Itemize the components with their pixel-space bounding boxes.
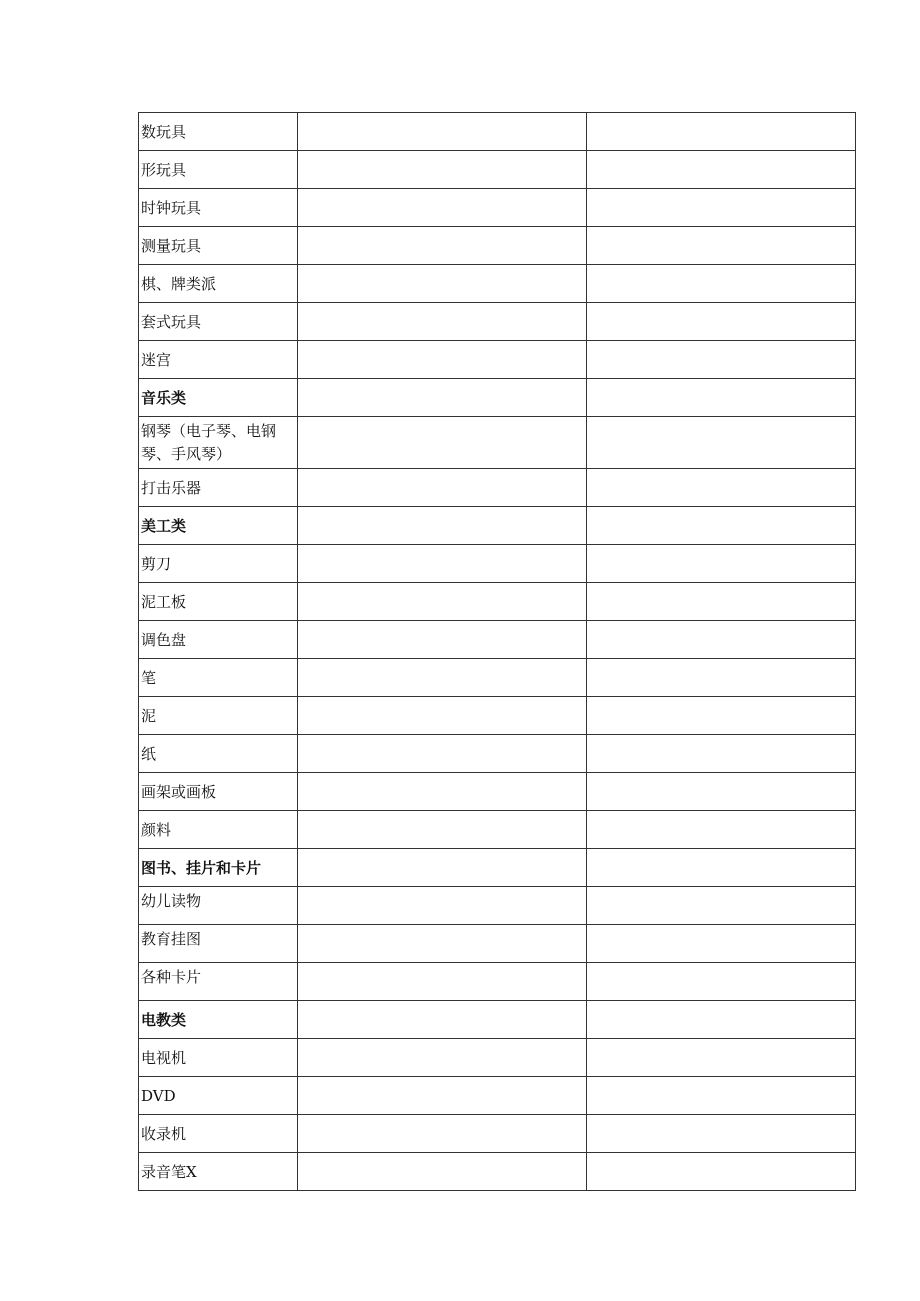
- item-label: 剪刀: [139, 545, 298, 583]
- blank-cell: [587, 113, 856, 151]
- equipment-table-body: [139, 113, 856, 1191]
- item-label: 幼儿读物: [139, 887, 298, 925]
- blank-cell: [298, 811, 587, 849]
- blank-cell: [587, 811, 856, 849]
- blank-cell: [587, 697, 856, 735]
- blank-cell: [587, 887, 856, 925]
- blank-cell: [587, 1115, 856, 1153]
- item-row: [139, 113, 856, 151]
- item-label: 录音笔X: [139, 1153, 298, 1191]
- blank-cell: [587, 1039, 856, 1077]
- blank-cell: [298, 621, 587, 659]
- blank-cell: [298, 189, 587, 227]
- blank-cell: [298, 227, 587, 265]
- item-row: [139, 189, 856, 227]
- blank-cell: [298, 773, 587, 811]
- item-label: 泥工板: [139, 583, 298, 621]
- item-row: [139, 1077, 856, 1115]
- item-row: [139, 1039, 856, 1077]
- item-row: [139, 341, 856, 379]
- blank-cell: [587, 925, 856, 963]
- item-label: 钢琴（电子琴、电钢琴、手风琴）: [139, 417, 298, 469]
- item-row: [139, 265, 856, 303]
- item-row: [139, 963, 856, 1001]
- item-label: 迷宫: [139, 341, 298, 379]
- item-row: [139, 303, 856, 341]
- blank-cell: [587, 1077, 856, 1115]
- blank-cell: [587, 189, 856, 227]
- item-row: [139, 697, 856, 735]
- blank-cell: [298, 417, 587, 469]
- blank-cell: [587, 659, 856, 697]
- item-label: 时钟玩具: [139, 189, 298, 227]
- item-label: 套式玩具: [139, 303, 298, 341]
- blank-cell: [587, 583, 856, 621]
- item-label: 笔: [139, 659, 298, 697]
- item-row: [139, 887, 856, 925]
- blank-cell: [587, 469, 856, 507]
- blank-cell: [587, 1001, 856, 1039]
- blank-cell: [298, 1153, 587, 1191]
- item-label: 电视机: [139, 1039, 298, 1077]
- item-row: [139, 151, 856, 189]
- category-row: [139, 507, 856, 545]
- blank-cell: [587, 303, 856, 341]
- item-label: 画架或画板: [139, 773, 298, 811]
- blank-cell: [298, 265, 587, 303]
- blank-cell: [298, 341, 587, 379]
- item-label: 教育挂图: [139, 925, 298, 963]
- blank-cell: [298, 1039, 587, 1077]
- blank-cell: [587, 1153, 856, 1191]
- category-row: [139, 849, 856, 887]
- blank-cell: [587, 227, 856, 265]
- item-row: [139, 417, 856, 469]
- item-row: [139, 583, 856, 621]
- blank-cell: [587, 265, 856, 303]
- item-label: 数玩具: [139, 113, 298, 151]
- blank-cell: [298, 113, 587, 151]
- item-row: [139, 925, 856, 963]
- blank-cell: [298, 507, 587, 545]
- blank-cell: [298, 1001, 587, 1039]
- blank-cell: [298, 925, 587, 963]
- item-label: 测量玩具: [139, 227, 298, 265]
- category-label: 音乐类: [139, 379, 298, 417]
- item-label: DVD: [139, 1077, 298, 1115]
- blank-cell: [587, 417, 856, 469]
- blank-cell: [298, 1077, 587, 1115]
- category-label: 图书、挂片和卡片: [139, 849, 298, 887]
- blank-cell: [587, 773, 856, 811]
- item-row: [139, 469, 856, 507]
- category-row: [139, 1001, 856, 1039]
- blank-cell: [587, 735, 856, 773]
- blank-cell: [587, 849, 856, 887]
- equipment-table: [138, 112, 856, 1191]
- item-row: [139, 621, 856, 659]
- item-row: [139, 1153, 856, 1191]
- item-label: 泥: [139, 697, 298, 735]
- blank-cell: [298, 963, 587, 1001]
- blank-cell: [587, 545, 856, 583]
- item-label: 纸: [139, 735, 298, 773]
- blank-cell: [298, 659, 587, 697]
- item-row: [139, 773, 856, 811]
- item-label: 颜料: [139, 811, 298, 849]
- item-label: 打击乐器: [139, 469, 298, 507]
- blank-cell: [298, 697, 587, 735]
- blank-cell: [298, 735, 587, 773]
- blank-cell: [298, 849, 587, 887]
- item-row: [139, 811, 856, 849]
- item-label: 棋、牌类派: [139, 265, 298, 303]
- blank-cell: [587, 963, 856, 1001]
- item-label: 调色盘: [139, 621, 298, 659]
- blank-cell: [587, 341, 856, 379]
- blank-cell: [587, 507, 856, 545]
- item-label: 各种卡片: [139, 963, 298, 1001]
- blank-cell: [298, 469, 587, 507]
- item-label: 形玩具: [139, 151, 298, 189]
- blank-cell: [298, 1115, 587, 1153]
- blank-cell: [587, 379, 856, 417]
- category-label: 美工类: [139, 507, 298, 545]
- blank-cell: [587, 151, 856, 189]
- item-row: [139, 659, 856, 697]
- category-row: [139, 379, 856, 417]
- blank-cell: [298, 379, 587, 417]
- blank-cell: [298, 887, 587, 925]
- item-row: [139, 1115, 856, 1153]
- blank-cell: [298, 545, 587, 583]
- blank-cell: [298, 151, 587, 189]
- item-row: [139, 227, 856, 265]
- blank-cell: [587, 621, 856, 659]
- item-label: 收录机: [139, 1115, 298, 1153]
- category-label: 电教类: [139, 1001, 298, 1039]
- blank-cell: [298, 583, 587, 621]
- blank-cell: [298, 303, 587, 341]
- item-row: [139, 735, 856, 773]
- item-row: [139, 545, 856, 583]
